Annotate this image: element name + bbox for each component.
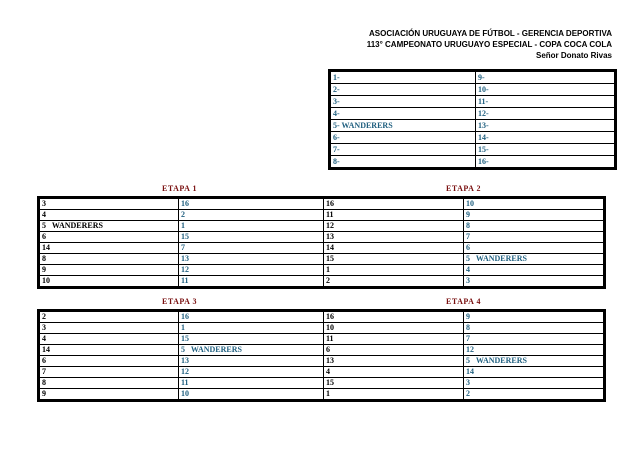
home-team-cell: 4: [324, 367, 464, 378]
away-team-cell: 5 WANDERERS: [179, 345, 324, 356]
home-team-cell: 7: [39, 367, 179, 378]
fixture-row: [39, 210, 605, 221]
away-team-cell: 12: [464, 345, 605, 356]
team-row: [330, 156, 616, 169]
away-team-cell: 3: [464, 378, 605, 389]
away-team-cell: 1: [179, 323, 324, 334]
team-row: [330, 108, 616, 120]
away-team-cell: 9: [464, 311, 605, 323]
team-slot-left: 6-: [330, 132, 476, 144]
fixture-row: [39, 276, 605, 288]
fixture-row: [39, 254, 605, 265]
away-team-cell: 1: [179, 221, 324, 232]
home-team-cell: 6: [324, 345, 464, 356]
stage-table-3-4: [37, 309, 606, 402]
fixture-row: [39, 232, 605, 243]
home-team-cell: 15: [324, 378, 464, 389]
fixture-row: [39, 198, 605, 210]
away-team-cell: 12: [179, 367, 324, 378]
home-team-cell: 6: [39, 232, 179, 243]
fixture-row: [39, 367, 605, 378]
home-team-cell: 6: [39, 356, 179, 367]
home-team-cell: 14: [39, 345, 179, 356]
away-team-cell: 10: [464, 198, 605, 210]
away-team-cell: 15: [179, 232, 324, 243]
home-team-cell: 9: [39, 265, 179, 276]
team-slot-right: 9-: [476, 71, 616, 84]
team-row: [330, 96, 616, 108]
stage-title-2: ETAPA 2: [446, 184, 481, 193]
fixture-row: [39, 389, 605, 401]
home-team-cell: 1: [324, 389, 464, 401]
home-team-cell: 16: [324, 311, 464, 323]
home-team-cell: 10: [39, 276, 179, 288]
home-team-cell: 4: [39, 210, 179, 221]
team-slot-left: 2-: [330, 84, 476, 96]
away-team-cell: 11: [179, 378, 324, 389]
home-team-cell: 2: [39, 311, 179, 323]
home-team-cell: 8: [39, 254, 179, 265]
team-row: [330, 120, 616, 132]
fixture-row: [39, 356, 605, 367]
away-team-cell: 6: [464, 243, 605, 254]
away-team-cell: 5 WANDERERS: [464, 254, 605, 265]
fixture-row: [39, 345, 605, 356]
away-team-cell: 16: [179, 198, 324, 210]
away-team-cell: 9: [464, 210, 605, 221]
stage-title-4: ETAPA 4: [446, 297, 481, 306]
fixture-row: [39, 265, 605, 276]
fixture-row: [39, 334, 605, 345]
header-line-person: Señor Donato Rivas: [535, 51, 612, 60]
team-slot-left: 8-: [330, 156, 476, 169]
home-team-cell: 14: [324, 243, 464, 254]
team-slot-right: 11-: [476, 96, 616, 108]
away-team-cell: 5 WANDERERS: [464, 356, 605, 367]
home-team-cell: 12: [324, 221, 464, 232]
stage-table-1-2: [37, 196, 606, 289]
team-slot-right: 12-: [476, 108, 616, 120]
away-team-cell: 12: [179, 265, 324, 276]
away-team-cell: 8: [464, 323, 605, 334]
home-team-cell: 3: [39, 198, 179, 210]
team-row: [330, 132, 616, 144]
fixture-row: [39, 221, 605, 232]
home-team-cell: 11: [324, 210, 464, 221]
team-slot-right: 14-: [476, 132, 616, 144]
stage-title-1: ETAPA 1: [162, 184, 197, 193]
away-team-cell: 2: [179, 210, 324, 221]
home-team-cell: 2: [324, 276, 464, 288]
team-row: [330, 71, 616, 84]
fixture-row: [39, 378, 605, 389]
document-header: [367, 28, 612, 61]
away-team-cell: 13: [179, 356, 324, 367]
home-team-cell: 13: [324, 232, 464, 243]
away-team-cell: 10: [179, 389, 324, 401]
team-slot-left: 3-: [330, 96, 476, 108]
away-team-cell: 3: [464, 276, 605, 288]
home-team-cell: 8: [39, 378, 179, 389]
home-team-cell: 14: [39, 243, 179, 254]
away-team-cell: 13: [179, 254, 324, 265]
home-team-cell: 3: [39, 323, 179, 334]
home-team-cell: 15: [324, 254, 464, 265]
home-team-cell: 9: [39, 389, 179, 401]
away-team-cell: 7: [179, 243, 324, 254]
away-team-cell: 8: [464, 221, 605, 232]
fixture-row: [39, 243, 605, 254]
team-slot-right: 15-: [476, 144, 616, 156]
away-team-cell: 15: [179, 334, 324, 345]
away-team-cell: 11: [179, 276, 324, 288]
home-team-cell: 13: [324, 356, 464, 367]
home-team-cell: 11: [324, 334, 464, 345]
team-slot-left: 4-: [330, 108, 476, 120]
away-team-cell: 14: [464, 367, 605, 378]
home-team-cell: 16: [324, 198, 464, 210]
fixture-row: [39, 311, 605, 323]
header-line-championship: 113° CAMPEONATO URUGUAYO ESPECIAL - COPA COCA COLA: [366, 40, 612, 49]
away-team-cell: 16: [179, 311, 324, 323]
team-slot-left: 7-: [330, 144, 476, 156]
away-team-cell: 7: [464, 232, 605, 243]
team-row: [330, 144, 616, 156]
header-line-association: ASOCIACIÓN URUGUAYA DE FÚTBOL - GERENCIA DEPORTIVA: [369, 29, 612, 38]
home-team-cell: 5 WANDERERS: [39, 221, 179, 232]
team-list-table: [328, 69, 617, 170]
team-slot-left: 1-: [330, 71, 476, 84]
team-slot-right: 16-: [476, 156, 616, 169]
team-row: [330, 84, 616, 96]
team-slot-left: 5- WANDERERS: [330, 120, 476, 132]
stage-title-3: ETAPA 3: [162, 297, 197, 306]
home-team-cell: 4: [39, 334, 179, 345]
fixture-row: [39, 323, 605, 334]
team-slot-right: 13-: [476, 120, 616, 132]
team-slot-right: 10-: [476, 84, 616, 96]
away-team-cell: 7: [464, 334, 605, 345]
home-team-cell: 10: [324, 323, 464, 334]
home-team-cell: 1: [324, 265, 464, 276]
away-team-cell: 2: [464, 389, 605, 401]
away-team-cell: 4: [464, 265, 605, 276]
